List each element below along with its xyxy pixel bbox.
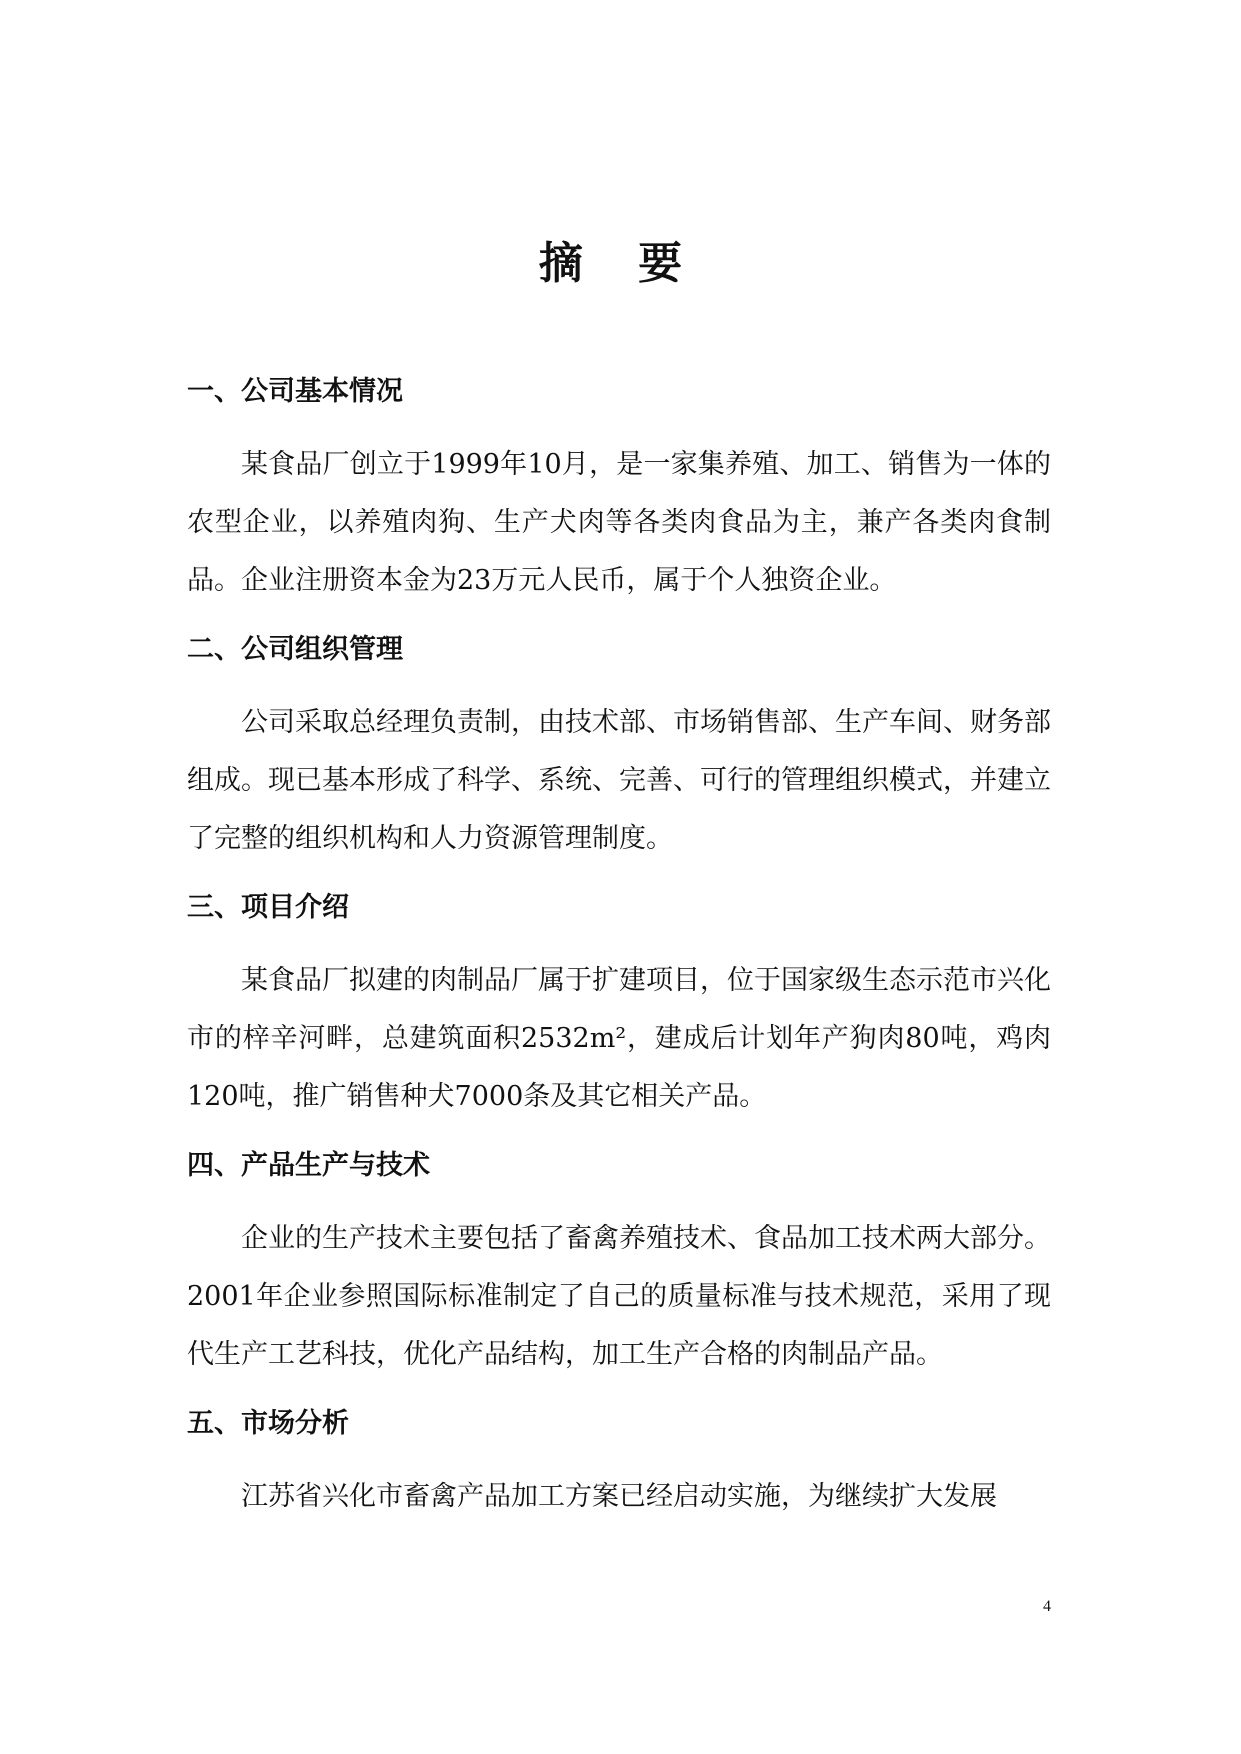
section-production-technology bbox=[187, 1146, 1051, 1384]
section-paragraph: 某食品厂创立于1999年10月，是一家集养殖、加工、销售为一体的农型企业，以养殖肉狗、生产犬肉等各类肉食品为主，兼产各类肉食制品。企业注册资本金为23万元人民币，属于个人独资企业。 bbox=[187, 449, 1051, 596]
section-heading: 一、公司基本情况 bbox=[187, 376, 403, 407]
section-paragraph: 某食品厂拟建的肉制品厂属于扩建项目，位于国家级生态示范市兴化市的梓辛河畔，总建筑面积2532m²，建成后计划年产狗肉80吨，鸡肉120吨，推广销售种犬7000条及其它相关产品。 bbox=[187, 965, 1051, 1112]
section-heading: 三、项目介绍 bbox=[187, 892, 349, 923]
page-title: 摘 要 bbox=[538, 238, 703, 289]
section-paragraph: 江苏省兴化市畜禽产品加工方案已经启动实施，为继续扩大发展 bbox=[241, 1481, 997, 1512]
document-body bbox=[187, 372, 1051, 1546]
section-market-analysis bbox=[187, 1404, 1051, 1526]
section-heading: 四、产品生产与技术 bbox=[187, 1150, 430, 1181]
page-number: 4 bbox=[1043, 1598, 1051, 1615]
section-paragraph: 企业的生产技术主要包括了畜禽养殖技术、食品加工技术两大部分。2001年企业参照国际标准制定了自己的质量标准与技术规范，采用了现代生产工艺科技，优化产品结构，加工生产合格的肉制品产品。 bbox=[187, 1223, 1051, 1370]
section-heading: 二、公司组织管理 bbox=[187, 634, 403, 665]
section-organization bbox=[187, 630, 1051, 868]
section-heading: 五、市场分析 bbox=[187, 1408, 349, 1439]
section-paragraph: 公司采取总经理负责制，由技术部、市场销售部、生产车间、财务部组成。现已基本形成了科学、系统、完善、可行的管理组织模式，并建立了完整的组织机构和人力资源管理制度。 bbox=[187, 707, 1051, 854]
section-project-intro bbox=[187, 888, 1051, 1126]
section-company-overview bbox=[187, 372, 1051, 610]
